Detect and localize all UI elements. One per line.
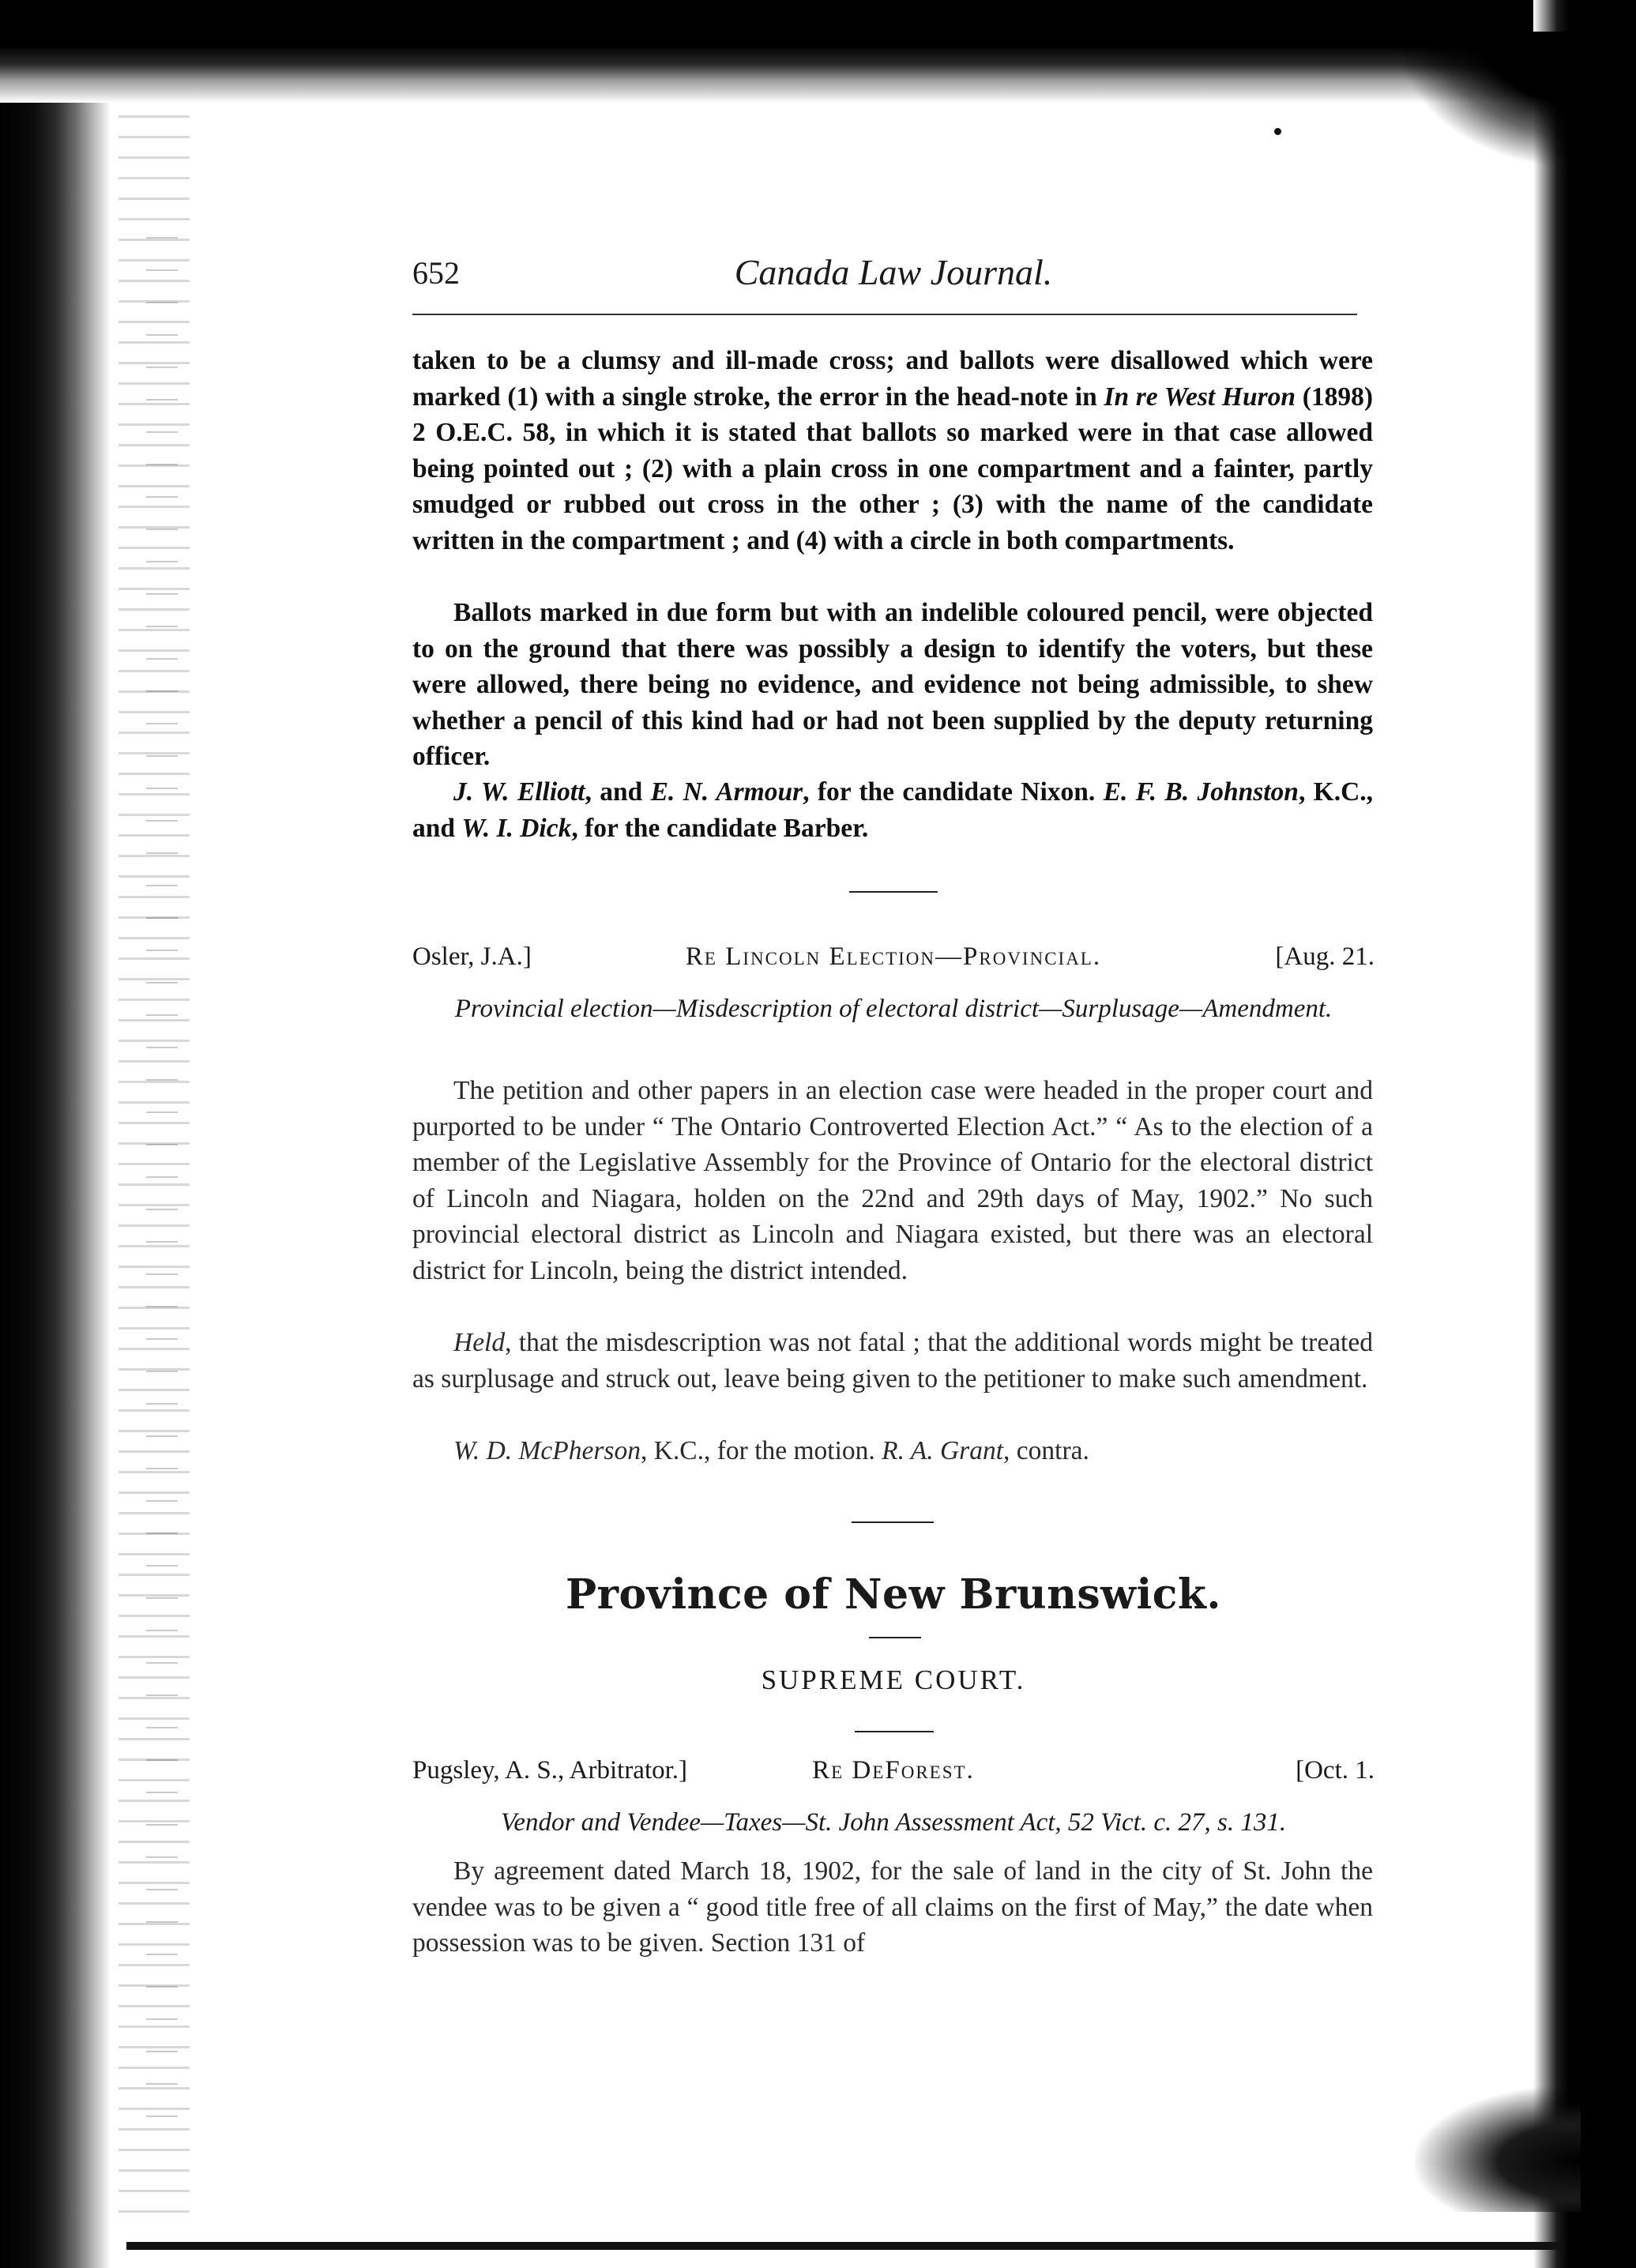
italic-text: In re West Huron — [1104, 382, 1296, 412]
text-run: taken to be a clumsy and ill-made cross; and ballots were disallowed which were marked (1) with a single stroke, the error in the head-note in — [412, 346, 1373, 412]
case2-title: Re Lincoln Election—Provincial. — [685, 942, 1102, 971]
text-run: , and — [585, 777, 651, 807]
scan-corner-shadow — [1399, 32, 1581, 166]
case3-judge: Pugsley, A. S., Arbitrator.] — [412, 1756, 688, 1785]
page-number: 652 — [412, 255, 460, 291]
text-run: The petition and other papers in an election case were headed in the proper court and purported to be under “ The Ontario Controverted Election Act.” “ As to the election of a member of the Legislative Assembly for the Province of Ontario for the electoral district of Lincoln and Niagara, holden on the 22nd and 29th days of May, 1902.” No such provincial electoral district as Lincoln and Niagara existed, but there was an electoral district for Lincoln, being the district intended. — [412, 1076, 1373, 1285]
italic-text: Held — [453, 1328, 506, 1357]
italic-text: R. A. Grant — [882, 1436, 1004, 1465]
text-run: , K.C., and — [412, 777, 1374, 843]
section-divider — [855, 1731, 934, 1732]
case1-counsel — [412, 774, 1373, 846]
italic-text: W. D. McPherson — [453, 1436, 641, 1465]
case1-paragraph-1 — [412, 343, 1373, 559]
running-header — [412, 251, 1375, 316]
case2-paragraph-1 — [412, 1073, 1373, 1288]
case2-judge: Osler, J.A.] — [412, 942, 532, 971]
text-run: Ballots marked in due form but with an indelible coloured pencil, were objected to on the ground that there was possibly a design to identify the voters, but these were allowed, there being no evidence, and evidence not being admissible, to shew whether a pencil of this kind had or had not been supplied by the deputy returning officer. — [412, 598, 1373, 771]
province-heading: Province of New Brunswick. — [566, 1570, 1221, 1619]
case3-caption — [412, 1756, 1375, 1794]
header-rule — [412, 314, 1357, 315]
text-run: , K.C., for the motion. — [640, 1436, 882, 1465]
scan-binding-texture — [146, 237, 178, 2133]
section-divider — [849, 891, 938, 893]
case3-paragraph-1 — [412, 1853, 1373, 1961]
scan-corner-shadow — [1415, 2086, 1581, 2212]
italic-text: E. F. B. Johnston — [1103, 777, 1299, 807]
case2-holding — [412, 1325, 1373, 1397]
scan-bottom-edge — [126, 2242, 1564, 2250]
section-divider — [852, 1521, 934, 1523]
court-heading: SUPREME COURT. — [761, 1664, 1026, 1695]
case2-caption — [412, 942, 1375, 980]
italic-text: W. I. Dick — [461, 813, 572, 843]
text-run: , contra. — [1003, 1436, 1089, 1465]
scan-top-edge — [0, 0, 1636, 103]
case3-headnote: Vendor and Vendee—Taxes—St. John Assessment Act, 52 Vict. c. 27, s. 131. — [500, 1808, 1287, 1837]
text-run: , for the candidate Nixon. — [803, 777, 1104, 807]
case1-paragraph-2 — [412, 595, 1373, 775]
case3-date: [Oct. 1. — [1296, 1756, 1375, 1785]
italic-text: E. N. Armour — [650, 777, 803, 807]
case2-headnote: Provincial election—Misdescription of electoral district—Surplusage—Amendment. — [454, 995, 1333, 1023]
section-divider — [869, 1637, 921, 1638]
text-run: , for the candidate Barber. — [571, 813, 869, 843]
case2-date: [Aug. 21. — [1275, 942, 1375, 971]
case3-title: Re DeForest. — [812, 1756, 975, 1785]
case2-counsel — [412, 1433, 1373, 1469]
text-run: (1898) 2 O.E.C. 58, in which it is stated that ballots so marked were in that case allowed being pointed out ; (2) with a plain cross in one compartment and a fainter, partly smudged or rubbed out cross in the other ; (3) with the name of the candidate written in the compartment ; and (4) with a circle in both compartments. — [412, 382, 1374, 555]
journal-title: Canada Law Journal. — [734, 252, 1053, 292]
text-run: By agreement dated March 18, 1902, for the sale of land in the city of St. John the vendee was to be given a “ good title free of all claims on the first of May,” the date when possession was to be given. Section 131 of — [412, 1856, 1373, 1958]
scan-binding-shadow — [0, 0, 111, 2268]
italic-text: J. W. Elliott — [453, 777, 585, 807]
scan-speck — [1274, 128, 1281, 135]
text-run: , that the misdescription was not fatal ; that the additional words might be treated as surplusage and struck out, leave being given to the petitioner to make such amendment. — [412, 1328, 1373, 1394]
scan-right-edge — [1533, 0, 1636, 2268]
